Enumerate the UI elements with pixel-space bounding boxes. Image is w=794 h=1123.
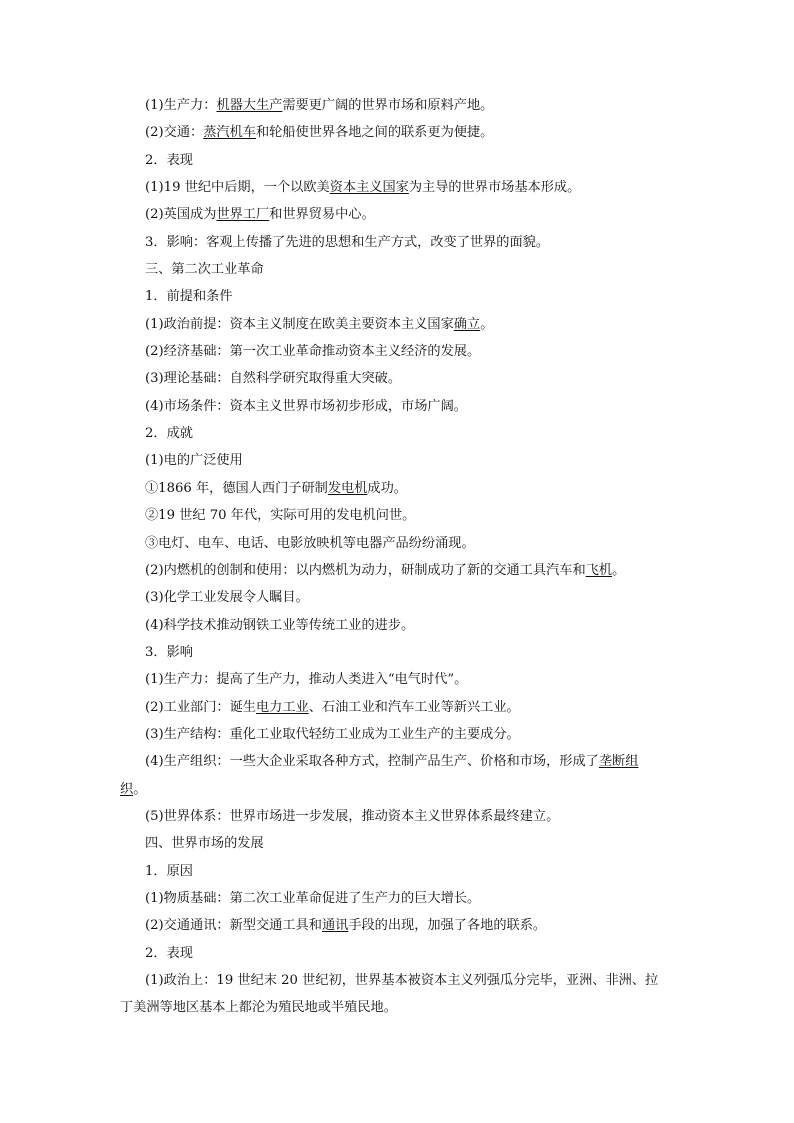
text-line [120, 475, 676, 502]
text-segment: (1)生产力： [145, 98, 217, 113]
text-line [120, 612, 676, 639]
text-segment: 1．原因 [145, 863, 193, 879]
text-line [120, 557, 676, 584]
underlined-term: 确立 [453, 316, 481, 332]
text-segment: 三、第二次工业革命 [145, 262, 264, 278]
text-segment: (3)化学工业发展令人瞩目。 [145, 590, 309, 606]
document-body [120, 92, 676, 1022]
text-segment: 。 [480, 316, 494, 332]
text-segment: (3)理论基础：自然科学研究取得重大突破。 [145, 371, 402, 387]
text-segment: (4)科学技术推动钢铁工业等传统工业的进步。 [145, 617, 415, 633]
text-segment: 。 [133, 781, 147, 797]
text-line [120, 201, 676, 228]
text-segment: (5)世界体系：世界市场进一步发展，推动资本主义世界体系最终建立。 [145, 808, 560, 824]
underlined-term: 世界工厂 [216, 207, 270, 223]
text-segment: 2．表现 [145, 152, 193, 168]
text-segment: 丁美洲等地区基本上都沦为殖民地或半殖民地。 [120, 1000, 397, 1016]
text-segment: (1)物质基础：第二次工业革命促进了生产力的巨大增长。 [145, 890, 481, 906]
text-line [120, 229, 676, 256]
text-line [120, 721, 676, 748]
text-line [120, 365, 676, 392]
text-segment: (2)经济基础：第一次工业革命推动资本主义经济的发展。 [145, 344, 481, 360]
text-line [120, 912, 676, 939]
text-line [120, 502, 676, 529]
text-segment: (2)交通： [145, 125, 204, 141]
text-line [120, 119, 676, 146]
text-segment: (4)市场条件：资本主义世界市场初步形成，市场广阔。 [145, 398, 467, 414]
text-segment: (1)电的广泛使用 [145, 453, 243, 469]
text-segment: 3．影响 [145, 644, 193, 660]
text-line [120, 147, 676, 174]
text-segment: (1)生产力：提高了生产力，推动人类进入“电气时代”。 [145, 672, 468, 688]
text-line [120, 174, 676, 201]
text-segment: (1)19 世纪中后期，一个以欧美 [145, 180, 330, 196]
text-line [120, 447, 676, 474]
underlined-term: 资本主义国家 [329, 180, 409, 196]
text-segment: 成功。 [367, 480, 407, 496]
text-segment: ①1866 年，德国人西门子研制 [145, 480, 328, 496]
text-segment: 。 [612, 562, 626, 578]
text-line [120, 776, 676, 803]
text-segment: 3．影响：客观上传播了先进的思想和生产方式，改变了世界的面貌。 [145, 234, 550, 250]
text-segment: 和世界贸易中心。 [269, 207, 375, 223]
text-segment: 四、世界市场的发展 [145, 836, 264, 852]
text-line [120, 666, 676, 693]
text-segment: (2)内燃机的创制和使用：以内燃机为动力，研制成功了新的交通工具汽车和 [145, 562, 586, 578]
text-segment: 2．表现 [145, 945, 193, 961]
text-line [120, 967, 676, 994]
text-segment: (4)生产组织：一些大企业采取各种方式，控制产品生产、价格和市场，形成了 [145, 754, 599, 770]
text-line [120, 92, 676, 119]
text-segment: 需要更广阔的世界市场和原料产地。 [282, 98, 494, 113]
text-line [120, 994, 676, 1021]
text-line [120, 885, 676, 912]
text-line [120, 256, 676, 283]
text-line [120, 283, 676, 310]
underlined-term: 机器大生产 [216, 98, 283, 113]
underlined-term: 垄断组 [598, 754, 639, 770]
underlined-term: 通讯 [321, 918, 349, 934]
text-segment: 2．成就 [145, 426, 193, 442]
text-line [120, 639, 676, 666]
text-segment: 1．前提和条件 [145, 289, 233, 305]
underlined-term: 电力工业 [256, 699, 309, 715]
text-segment: (1)政治上：19 世纪末 20 世纪初，世界基本被资本主义列强瓜分完毕，亚洲、非洲、拉 [145, 973, 659, 988]
text-line [120, 830, 676, 857]
text-line [120, 311, 676, 338]
text-segment: 手段的出现，加强了各地的联系。 [348, 918, 547, 934]
text-segment: (3)生产结构：重化工业取代轻纺工业成为工业生产的主要成分。 [145, 726, 520, 742]
text-line [120, 338, 676, 365]
text-line [120, 803, 676, 830]
text-line [120, 393, 676, 420]
text-line [120, 584, 676, 611]
text-line [120, 530, 676, 557]
underlined-term: 织 [120, 781, 134, 797]
text-line [120, 748, 676, 775]
text-segment: 为主导的世界市场基本形成。 [408, 180, 581, 196]
text-segment: ②19 世纪 70 年代，实际可用的发电机问世。 [145, 508, 416, 524]
text-segment: (2)英国成为 [145, 207, 217, 223]
text-line [120, 858, 676, 885]
underlined-term: 蒸汽机车 [203, 125, 256, 141]
underlined-term: 发电机 [327, 480, 368, 496]
text-segment: (2)工业部门：诞生 [145, 699, 256, 715]
text-segment: 和轮船使世界各地之间的联系更为便捷。 [256, 125, 494, 141]
text-segment: (2)交通通讯：新型交通工具和 [145, 918, 322, 934]
text-segment: ③电灯、电车、电话、电影放映机等电器产品纷纷涌现。 [145, 535, 475, 551]
text-line [120, 420, 676, 447]
text-line [120, 940, 676, 967]
text-segment: (1)政治前提：资本主义制度在欧美主要资本主义国家 [145, 316, 454, 332]
text-segment: 、石油工业和汽车工业等新兴工业。 [308, 699, 520, 715]
underlined-term: 飞机 [585, 562, 613, 578]
text-line [120, 694, 676, 721]
